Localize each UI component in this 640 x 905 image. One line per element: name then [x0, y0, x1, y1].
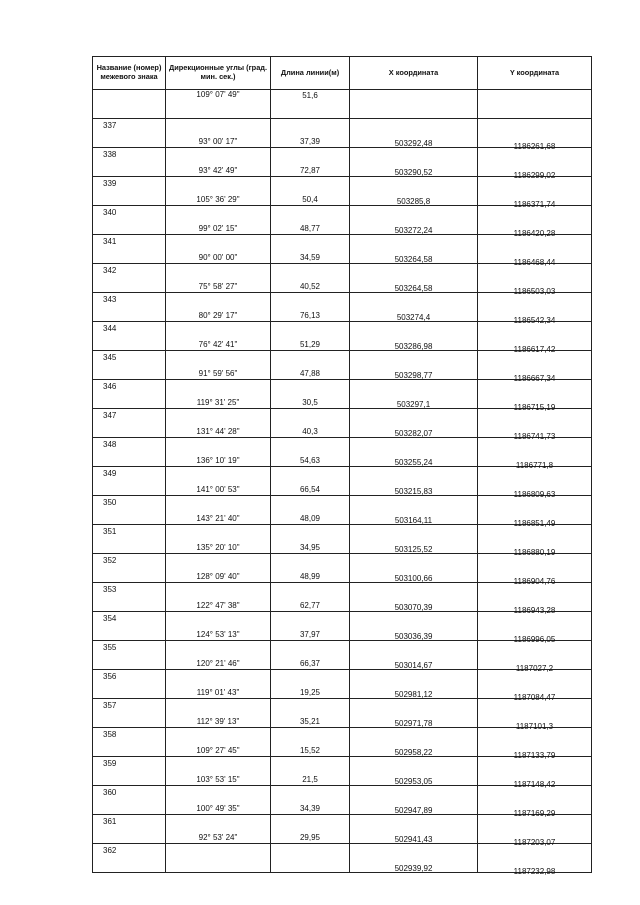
mark-name: 346 — [103, 382, 117, 391]
table-cell — [166, 264, 271, 293]
table-cell — [93, 554, 166, 583]
table-cell — [271, 380, 350, 409]
first-line-row — [93, 90, 592, 119]
table-row — [93, 119, 592, 148]
table-row — [93, 177, 592, 206]
x-coordinate: 502971,78 — [394, 719, 433, 728]
table-cell — [271, 235, 350, 264]
mark-name: 357 — [103, 701, 117, 710]
table-cell — [166, 844, 271, 873]
table-cell — [478, 235, 592, 267]
table-row — [93, 844, 592, 873]
table-cell — [478, 583, 592, 615]
y-coordinate: 1186880,19 — [513, 548, 556, 557]
table-cell — [166, 177, 271, 206]
line-length: 76,13 — [299, 311, 321, 320]
table-cell — [166, 409, 271, 438]
mark-name: 337 — [103, 121, 117, 130]
table-cell — [93, 844, 166, 873]
table-cell — [93, 293, 166, 322]
table-cell — [478, 409, 592, 441]
table-cell — [271, 496, 350, 525]
table-cell — [93, 380, 166, 409]
mark-name: 359 — [103, 759, 117, 768]
table-cell — [166, 612, 271, 641]
mark-name: 361 — [103, 817, 117, 826]
direction-angle: 100° 49' 35" — [196, 804, 240, 813]
direction-angle: 93° 00' 17" — [198, 137, 238, 146]
table-row — [93, 525, 592, 554]
table-row — [93, 670, 592, 699]
y-coordinate: 1187169,29 — [513, 809, 556, 818]
table-cell — [271, 786, 350, 815]
y-coordinate: 1186851,49 — [513, 519, 556, 528]
table-cell — [166, 670, 271, 699]
table-cell — [350, 554, 478, 583]
table-cell — [478, 90, 592, 119]
x-coordinate: 502947,89 — [394, 806, 433, 815]
table-cell — [93, 467, 166, 496]
table-row — [93, 554, 592, 583]
table-cell — [271, 670, 350, 699]
direction-angle: 136° 10' 19" — [196, 456, 240, 465]
table-cell — [166, 554, 271, 583]
y-coordinate: 1187084,47 — [513, 693, 556, 702]
table-cell — [93, 438, 166, 467]
table-cell — [478, 525, 592, 557]
mark-name: 340 — [103, 208, 117, 217]
x-coordinate: 503125,52 — [394, 545, 433, 554]
table-cell — [350, 467, 478, 496]
y-coordinate: 1186996,05 — [513, 635, 556, 644]
x-coordinate: 503274,4 — [396, 313, 431, 322]
direction-angle: 131° 44' 28" — [196, 427, 240, 436]
line-length: 50,4 — [302, 195, 318, 204]
table-cell — [271, 322, 350, 351]
table-cell — [93, 264, 166, 293]
x-coordinate: 503297,1 — [396, 400, 431, 409]
direction-angle: 112° 39' 13" — [196, 717, 240, 726]
table-cell — [478, 757, 592, 789]
y-coordinate: 1186299,02 — [513, 171, 556, 180]
table-cell — [166, 235, 271, 264]
table-cell — [271, 641, 350, 670]
table-cell — [478, 119, 592, 151]
table-cell — [271, 728, 350, 757]
line-length: 40,3 — [302, 427, 318, 436]
x-coordinate: 503255,24 — [394, 458, 433, 467]
y-coordinate: 1186420,28 — [513, 229, 556, 238]
table-cell — [93, 90, 166, 119]
table-cell — [350, 670, 478, 699]
table-cell — [271, 757, 350, 786]
table-cell — [350, 90, 478, 119]
mark-name: 342 — [103, 266, 117, 275]
mark-name: 339 — [103, 179, 117, 188]
table-row — [93, 467, 592, 496]
table-cell — [271, 583, 350, 612]
table-row — [93, 293, 592, 322]
line-length: 34,39 — [299, 804, 321, 813]
table-row — [93, 496, 592, 525]
line-length: 37,39 — [299, 137, 321, 146]
mark-name: 360 — [103, 788, 117, 797]
direction-angle: 92° 53' 24" — [198, 833, 238, 842]
table-cell — [166, 786, 271, 815]
table-cell — [478, 844, 592, 876]
table-cell — [166, 206, 271, 235]
line-length: 30,5 — [302, 398, 318, 407]
direction-angle: 141° 00' 53" — [196, 485, 240, 494]
table-row — [93, 641, 592, 670]
table-cell — [93, 786, 166, 815]
table-cell — [350, 815, 478, 844]
table-cell — [350, 641, 478, 670]
table-cell — [166, 728, 271, 757]
mark-name: 347 — [103, 411, 117, 420]
table-row — [93, 786, 592, 815]
x-coordinate: 502939,92 — [394, 864, 433, 873]
y-coordinate: 1187148,42 — [513, 780, 556, 789]
mark-name: 341 — [103, 237, 117, 246]
line-length: 34,95 — [299, 543, 321, 552]
y-coordinate: 1186617,42 — [513, 345, 556, 354]
x-coordinate: 503014,67 — [394, 661, 433, 670]
table-cell — [478, 351, 592, 383]
table-cell — [478, 554, 592, 586]
line-length: 21,5 — [302, 775, 318, 784]
table-cell — [478, 467, 592, 499]
table-cell — [271, 815, 350, 844]
table-cell — [350, 293, 478, 322]
line-length: 40,52 — [299, 282, 321, 291]
mark-name: 354 — [103, 614, 117, 623]
y-coordinate: 1187232,98 — [513, 867, 556, 876]
table-cell — [93, 235, 166, 264]
table-cell — [271, 612, 350, 641]
table-cell — [271, 554, 350, 583]
y-coordinate: 1186771,8 — [515, 461, 554, 470]
x-coordinate: 503264,58 — [394, 255, 433, 264]
line-length: 51,29 — [299, 340, 321, 349]
table-row — [93, 612, 592, 641]
table-cell — [166, 380, 271, 409]
mark-name: 338 — [103, 150, 117, 159]
x-coordinate: 503298,77 — [394, 371, 433, 380]
table-cell — [166, 322, 271, 351]
table-cell — [93, 525, 166, 554]
table-cell — [166, 496, 271, 525]
x-coordinate: 503164,11 — [394, 516, 433, 525]
table-cell — [478, 641, 592, 673]
table-cell — [350, 148, 478, 177]
y-coordinate: 1186542,34 — [513, 316, 556, 325]
line-length: 29,95 — [299, 833, 321, 842]
x-coordinate: 503292,48 — [394, 139, 433, 148]
table-cell — [350, 380, 478, 409]
mark-name: 355 — [103, 643, 117, 652]
table-cell — [271, 206, 350, 235]
table-row — [93, 148, 592, 177]
y-coordinate: 1186371,74 — [513, 200, 556, 209]
y-coordinate: 1186503,03 — [513, 287, 556, 296]
direction-angle: 122° 47' 38" — [196, 601, 240, 610]
table-cell — [93, 322, 166, 351]
table-cell — [350, 177, 478, 206]
table-cell — [166, 293, 271, 322]
table-cell — [350, 844, 478, 873]
table-cell — [93, 670, 166, 699]
mark-name: 351 — [103, 527, 117, 536]
table-row — [93, 815, 592, 844]
table-cell — [350, 612, 478, 641]
mark-name: 353 — [103, 585, 117, 594]
mark-name: 352 — [103, 556, 117, 565]
table-cell — [93, 119, 166, 148]
table-cell — [350, 409, 478, 438]
direction-angle: 105° 36' 29" — [196, 195, 240, 204]
table-cell — [93, 351, 166, 380]
table-row — [93, 322, 592, 351]
table-cell — [350, 583, 478, 612]
mark-name: 362 — [103, 846, 117, 855]
x-coordinate: 502981,12 — [394, 690, 433, 699]
direction-angle: 143° 21' 40" — [196, 514, 240, 523]
direction-angle: 103° 53' 15" — [196, 775, 240, 784]
direction-angle: 109° 27' 45" — [196, 746, 240, 755]
table-cell — [93, 177, 166, 206]
table-cell — [93, 612, 166, 641]
first-direction-angle: 109° 07' 49" — [196, 90, 240, 99]
y-coordinate: 1186468,44 — [513, 258, 556, 267]
table-cell — [350, 438, 478, 467]
table-cell — [166, 467, 271, 496]
table-cell — [350, 264, 478, 293]
table-cell — [93, 728, 166, 757]
direction-angle: 128° 09' 40" — [196, 572, 240, 581]
table-cell — [350, 119, 478, 148]
table-row — [93, 206, 592, 235]
table-cell — [350, 757, 478, 786]
mark-name: 348 — [103, 440, 117, 449]
line-length: 72,87 — [299, 166, 321, 175]
direction-angle: 76° 42' 41" — [198, 340, 238, 349]
x-coordinate: 503070,39 — [394, 603, 433, 612]
line-length: 62,77 — [299, 601, 321, 610]
header-direction-angle: Дирекционные углы (град. мин. сек.) — [166, 57, 271, 90]
table-row — [93, 235, 592, 264]
line-length: 66,37 — [299, 659, 321, 668]
table-cell — [166, 815, 271, 844]
direction-angle: 120° 21' 46" — [196, 659, 240, 668]
table-cell — [271, 90, 350, 119]
table-header-row — [93, 57, 592, 90]
boundary-coordinates-table — [92, 56, 592, 876]
table-row — [93, 728, 592, 757]
y-coordinate: 1186261,68 — [513, 142, 556, 151]
y-coordinate: 1186943,28 — [513, 606, 556, 615]
table-cell — [350, 786, 478, 815]
table-cell — [478, 264, 592, 296]
table-cell — [350, 699, 478, 728]
direction-angle: 119° 01' 43" — [196, 688, 240, 697]
table-cell — [93, 496, 166, 525]
table-cell — [478, 786, 592, 818]
table-cell — [271, 293, 350, 322]
table-cell — [271, 525, 350, 554]
table-cell — [350, 351, 478, 380]
table-cell — [166, 148, 271, 177]
table-row — [93, 583, 592, 612]
table-row — [93, 264, 592, 293]
y-coordinate: 1186809,63 — [513, 490, 556, 499]
table-cell — [166, 351, 271, 380]
mark-name: 343 — [103, 295, 117, 304]
table-row — [93, 409, 592, 438]
table-cell — [478, 177, 592, 209]
x-coordinate: 503286,98 — [394, 342, 433, 351]
table-cell — [93, 148, 166, 177]
table-cell — [271, 177, 350, 206]
mark-name: 350 — [103, 498, 117, 507]
table-cell — [271, 409, 350, 438]
header-mark-name: Название (номер) межевого знака — [93, 57, 166, 90]
table-cell — [478, 322, 592, 354]
table-cell — [93, 583, 166, 612]
table-cell — [478, 728, 592, 760]
line-length: 15,52 — [299, 746, 321, 755]
x-coordinate: 502958,22 — [394, 748, 433, 757]
table-cell — [271, 844, 350, 873]
table-cell — [478, 496, 592, 528]
line-length: 48,99 — [299, 572, 321, 581]
y-coordinate: 1186715,19 — [513, 403, 556, 412]
x-coordinate: 503215,83 — [394, 487, 433, 496]
x-coordinate: 503272,24 — [394, 226, 433, 235]
direction-angle: 75° 58' 27" — [198, 282, 238, 291]
table-cell — [166, 525, 271, 554]
table-row — [93, 438, 592, 467]
table-cell — [166, 119, 271, 148]
direction-angle: 80° 29' 17" — [198, 311, 238, 320]
table-cell — [271, 351, 350, 380]
table-cell — [271, 264, 350, 293]
x-coordinate: 503285,8 — [396, 197, 431, 206]
table-cell — [93, 757, 166, 786]
table-row — [93, 380, 592, 409]
line-length: 47,88 — [299, 369, 321, 378]
table-cell — [271, 699, 350, 728]
line-length: 66,54 — [299, 485, 321, 494]
table-cell — [478, 206, 592, 238]
x-coordinate: 503100,66 — [394, 574, 433, 583]
table-cell — [478, 612, 592, 644]
table-cell — [166, 699, 271, 728]
x-coordinate: 503264,58 — [394, 284, 433, 293]
table-cell — [478, 670, 592, 702]
header-y-coordinate: Y координата — [478, 57, 592, 90]
mark-name: 345 — [103, 353, 117, 362]
table-cell — [350, 206, 478, 235]
table-cell — [93, 409, 166, 438]
line-length: 37,97 — [299, 630, 321, 639]
line-length: 35,21 — [299, 717, 321, 726]
table-cell — [93, 641, 166, 670]
table-cell — [271, 438, 350, 467]
x-coordinate: 503282,07 — [394, 429, 433, 438]
x-coordinate: 503036,39 — [394, 632, 433, 641]
direction-angle: 91° 59' 56" — [198, 369, 238, 378]
table-row — [93, 699, 592, 728]
mark-name: 349 — [103, 469, 117, 478]
x-coordinate: 502941,43 — [394, 835, 433, 844]
y-coordinate: 1186904,76 — [513, 577, 556, 586]
table-cell — [478, 148, 592, 180]
table-cell — [166, 583, 271, 612]
mark-name: 344 — [103, 324, 117, 333]
line-length: 48,09 — [299, 514, 321, 523]
table-cell — [271, 119, 350, 148]
table-cell — [166, 438, 271, 467]
table-cell — [350, 728, 478, 757]
mark-name: 356 — [103, 672, 117, 681]
table-cell — [478, 438, 592, 470]
table-cell — [350, 525, 478, 554]
direction-angle: 119° 31' 25" — [196, 398, 240, 407]
table-cell — [350, 235, 478, 264]
table-row — [93, 757, 592, 786]
line-length: 48,77 — [299, 224, 321, 233]
table-cell — [93, 699, 166, 728]
direction-angle: 93° 42' 49" — [198, 166, 238, 175]
line-length: 34,59 — [299, 253, 321, 262]
table-cell — [350, 496, 478, 525]
header-x-coordinate: X координата — [350, 57, 478, 90]
y-coordinate: 1187133,79 — [513, 751, 556, 760]
line-length: 54,63 — [299, 456, 321, 465]
y-coordinate: 1186667,34 — [513, 374, 556, 383]
table-row — [93, 351, 592, 380]
direction-angle: 90° 00' 00" — [198, 253, 238, 262]
header-line-length: Длина линии(м) — [271, 57, 350, 90]
x-coordinate: 503290,52 — [394, 168, 433, 177]
table-cell — [271, 148, 350, 177]
table-cell — [93, 815, 166, 844]
direction-angle: 124° 53' 13" — [196, 630, 240, 639]
direction-angle: 99° 02' 15" — [198, 224, 238, 233]
table-cell — [478, 815, 592, 847]
line-length: 19,25 — [299, 688, 321, 697]
table-cell — [478, 699, 592, 731]
y-coordinate: 1187101,3 — [515, 722, 554, 731]
table-cell — [93, 206, 166, 235]
table-cell — [478, 380, 592, 412]
table-cell — [166, 757, 271, 786]
y-coordinate: 1186741,73 — [513, 432, 556, 441]
table-cell — [166, 641, 271, 670]
y-coordinate: 1187027,2 — [515, 664, 554, 673]
mark-name: 358 — [103, 730, 117, 739]
y-coordinate: 1187203,07 — [513, 838, 556, 847]
table-cell — [271, 467, 350, 496]
first-line-length: 51,6 — [302, 91, 318, 100]
table-cell — [166, 90, 271, 119]
table-cell — [350, 322, 478, 351]
direction-angle: 135° 20' 10" — [196, 543, 240, 552]
table-cell — [478, 293, 592, 325]
x-coordinate: 502953,05 — [394, 777, 433, 786]
